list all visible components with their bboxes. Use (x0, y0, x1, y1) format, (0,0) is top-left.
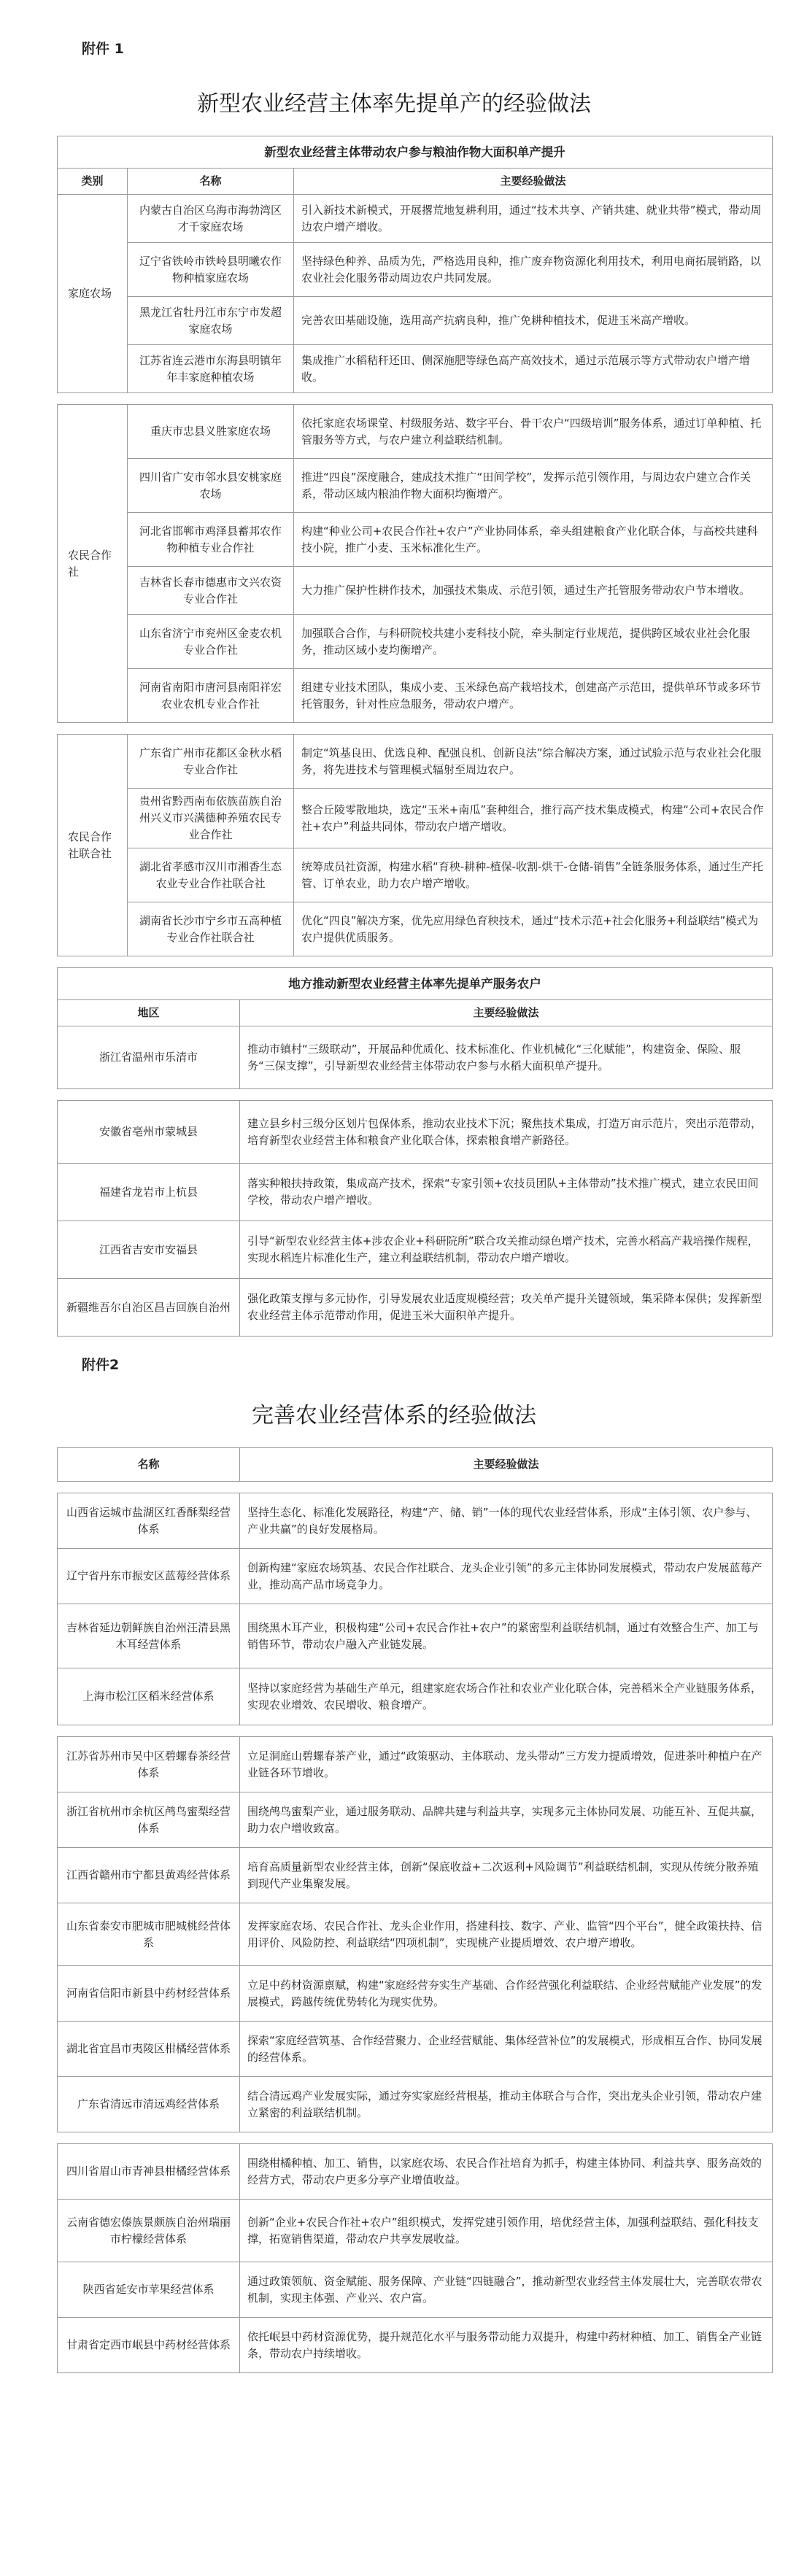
table-gap (58, 956, 773, 968)
table-row (58, 669, 773, 723)
section1-title-row (58, 136, 773, 169)
table-row (58, 459, 773, 513)
practice-cell: 优化“四良”解决方案，优先应用绿色育秧技术，通过“技术示范+社会化服务+利益联结”模式为农户提供优质服务。 (294, 902, 773, 956)
table-row (58, 2022, 773, 2077)
table-row (58, 1792, 773, 1848)
practice-cell: 统筹成员社资源，构建水稻“育秧-耕种-植保-收割-烘干-仓储-销售”全链条服务体系，通过生产托管、订单农业，助力农户增产增收。 (294, 848, 773, 902)
practice-cell: 坚持生态化、标准化发展路径，构建“产、储、销”一体的现代农业经营体系，形成“主体引领、农户参与、产业共赢”的良好发展格局。 (240, 1493, 773, 1549)
practice-cell: 依托家庭农场课堂、村级服务站、数字平台、骨干农户“四级培训”服务体系，通过订单种植、托管服务等方式，与农户建立利益联结机制。 (294, 405, 773, 459)
name-cell: 上海市松江区稻米经营体系 (58, 1668, 240, 1725)
table-row (58, 1221, 773, 1279)
annex1-title: 新型农业经营主体率先提单产的经验做法 (197, 91, 591, 117)
practice-cell: 推进“四良”深度融合，建成技术推广“田间学校”，发挥示范引领作用，与周边农户建立合作关系，带动区域内粮油作物大面积均衡增产。 (294, 459, 773, 513)
name-cell: 四川省广安市邻水县安桃家庭农场 (128, 459, 294, 513)
category-cell: 农民合作社联合社 (58, 735, 128, 956)
header-region: 地区 (58, 1000, 240, 1026)
name-cell: 山西省运城市盐湖区红香酥梨经营体系 (58, 1493, 240, 1549)
practice-cell: 建立县乡村三级分区划片包保体系，推动农业技术下沉；聚焦技术集成，打造万亩示范片，突出示范带动，培育新型农业经营主体和粮食产业化联合体，探索粮食增产新路径。 (240, 1101, 773, 1164)
table-row (58, 1966, 773, 2022)
name-cell: 内蒙古自治区乌海市海勃湾区才千家庭农场 (128, 195, 294, 243)
table-row (58, 513, 773, 567)
table-row (58, 2144, 773, 2200)
table-row (58, 2200, 773, 2262)
table-row (58, 1848, 773, 1903)
name-cell: 吉林省延边朝鲜族自治州汪清县黑木耳经营体系 (58, 1604, 240, 1668)
table-row (58, 195, 773, 243)
table-annex2 (57, 1447, 773, 2373)
table-row (58, 405, 773, 459)
section2-header-row (58, 1000, 773, 1026)
name-cell: 河南省信阳市新县中药材经营体系 (58, 1966, 240, 2022)
page (0, 39, 788, 2373)
category-cell: 农民合作社 (58, 405, 128, 723)
name-cell: 山东省济宁市兖州区金麦农机专业合作社 (128, 615, 294, 669)
practice-cell: 引入新技术新模式，开展撂荒地复耕利用，通过“技术共享、产销共建、就业共带”模式，带动周边农户增产增收。 (294, 195, 773, 243)
practice-cell: 通过政策领航、资金赋能、服务保障、产业链“四链融合”，推动新型农业经营主体发展壮大，完善联农带农机制，实现主体强、产业兴、农户富。 (240, 2262, 773, 2318)
name-cell: 黑龙江省牡丹江市东宁市发超家庭农场 (128, 297, 294, 345)
header-name: 名称 (128, 169, 294, 195)
table-gap (58, 2132, 773, 2144)
name-cell: 山东省泰安市肥城市肥城桃经营体系 (58, 1903, 240, 1966)
header-category: 类别 (58, 169, 128, 195)
practice-cell: 构建“种业公司+农民合作社+农户”产业协同体系，牵头组建粮食产业化联合体，与高校共建科技小院，推广小麦、玉米标准化生产。 (294, 513, 773, 567)
table-row (58, 735, 773, 789)
practice-cell: 围绕鸬鸟蜜梨产业，通过服务联动、品牌共建与利益共享，实现多元主体协同发展、功能互补、互促共赢，助力农户增收致富。 (240, 1792, 773, 1848)
practice-cell: 立足洞庭山碧螺春茶产业，通过“政策驱动、主体联动、龙头带动”三方发力提质增效，促进茶叶种植户在产业链各环节增收。 (240, 1737, 773, 1792)
table-row (58, 297, 773, 345)
header-practice: 主要经验做法 (294, 169, 773, 195)
table-row (58, 1737, 773, 1792)
name-cell: 重庆市忠县义胜家庭农场 (128, 405, 294, 459)
practice-cell: 结合清远鸡产业发展实际，通过夯实家庭经营根基，推动主体联合与合作，突出龙头企业引领，带动农户建立紧密的利益联结机制。 (240, 2077, 773, 2132)
practice-cell: 推动市镇村“三级联动”，开展品种优质化、技术标准化、作业机械化“三化赋能”，构建资金、保险、服务“三保支撑”，引导新型农业经营主体带动农户参与水稻大面积单产提升。 (240, 1026, 773, 1089)
table-row (58, 2262, 773, 2318)
region-cell: 江西省吉安市安福县 (58, 1221, 240, 1279)
practice-cell: 加强联合合作，与科研院校共建小麦科技小院，牵头制定行业规范，提供跨区域农业社会化服务，推动区域小麦均衡增产。 (294, 615, 773, 669)
region-cell: 新疆维吾尔自治区昌吉回族自治州 (58, 1279, 240, 1337)
name-cell: 江西省赣州市宁都县黄鸡经营体系 (58, 1848, 240, 1903)
table-section1 (57, 136, 773, 968)
name-cell: 浙江省杭州市余杭区鸬鸟蜜梨经营体系 (58, 1792, 240, 1848)
name-cell: 江苏省连云港市东海县明镇年年丰家庭种植农场 (128, 345, 294, 393)
practice-cell: 落实种粮扶持政策，集成高产技术，探索“专家引领+农技员团队+主体带动”技术推广模式，建立农民田间学校，带动农户增产增收。 (240, 1164, 773, 1221)
region-cell: 浙江省温州市乐清市 (58, 1026, 240, 1089)
section2-title-row (58, 968, 773, 1000)
practice-cell: 坚持绿色种养、品质为先，严格选用良种，推广废弃物资源化利用技术，利用电商拓展销路，以农业社会化服务带动周边农户共同发展。 (294, 243, 773, 297)
name-cell: 河北省邯郸市鸡泽县蓄邦农作物种植专业合作社 (128, 513, 294, 567)
table-row (58, 1604, 773, 1668)
header-practice: 主要经验做法 (240, 1000, 773, 1026)
name-cell: 辽宁省铁岭市铁岭县明曦农作物种植家庭农场 (128, 243, 294, 297)
practice-cell: 完善农田基础设施，选用高产抗病良种，推广免耕种植技术，促进玉米高产增收。 (294, 297, 773, 345)
table-row (58, 2077, 773, 2132)
region-cell: 福建省龙岩市上杭县 (58, 1164, 240, 1221)
name-cell: 吉林省长春市德惠市文兴农资专业合作社 (128, 567, 294, 615)
practice-cell: 制定“筑基良田、优选良种、配强良机、创新良法”综合解决方案，通过试验示范与农业社会化服务，将先进技术与管理模式辐射至周边农户。 (294, 735, 773, 789)
name-cell: 湖北省宜昌市夷陵区柑橘经营体系 (58, 2022, 240, 2077)
practice-cell: 创新构建“家庭农场筑基、农民合作社联合、龙头企业引领”的多元主体协同发展模式，带动农户发展蓝莓产业，推动高产品市场竞争力。 (240, 1549, 773, 1604)
practice-cell: 引导“新型农业经营主体+涉农企业+科研院所”联合攻关推动绿色增产技术，完善水稻高产栽培操作规程，实现水稻连片标准化生产，建立利益联结机制，带动农户增产增收。 (240, 1221, 773, 1279)
table-row (58, 2318, 773, 2373)
table-gap (58, 1482, 773, 1493)
section1-header-row (58, 169, 773, 195)
table-row (58, 902, 773, 956)
name-cell: 湖南省长沙市宁乡市五高种植专业合作社联合社 (128, 902, 294, 956)
table-row (58, 1903, 773, 1966)
table-row (58, 1026, 773, 1089)
name-cell: 甘肃省定西市岷县中药材经营体系 (58, 2318, 240, 2373)
practice-cell: 培育高质量新型农业经营主体，创新“保底收益+二次返利+风险调节”利益联结机制，实现从传统分散养殖到现代产业集聚发展。 (240, 1848, 773, 1903)
table-row (58, 615, 773, 669)
table-row (58, 1101, 773, 1164)
practice-cell: 立足中药材资源禀赋，构建“家庭经营夯实生产基础、合作经营强化利益联结、企业经营赋能产业发展”的发展模式，跨越传统优势转化为现实优势。 (240, 1966, 773, 2022)
practice-cell: 坚持以家庭经营为基础生产单元，组建家庭农场合作社和农业产业化联合体，完善稻米全产业链服务体系，实现农业增效、农民增收、粮食增产。 (240, 1668, 773, 1725)
section2-title: 地方推动新型农业经营主体率先提单产服务农户 (58, 968, 773, 1000)
region-cell: 安徽省亳州市蒙城县 (58, 1101, 240, 1164)
practice-cell: 依托岷县中药材资源优势，提升规范化水平与服务带动能力双提升，构建中药材种植、加工、销售全产业链条，带动农户持续增收。 (240, 2318, 773, 2373)
table-row (58, 567, 773, 615)
practice-cell: 围绕黑木耳产业，积极构建“公司+农民合作社+农户”的紧密型利益联结机制，通过有效整合生产、加工与销售环节，带动农户融入产业链发展。 (240, 1604, 773, 1668)
section1-title: 新型农业经营主体带动农户参与粮油作物大面积单产提升 (58, 136, 773, 169)
name-cell: 湖北省孝感市汉川市湘香生态农业专业合作社联合社 (128, 848, 294, 902)
name-cell: 贵州省黔西南布依族苗族自治州兴义市兴满德种养殖农民专业合作社 (128, 789, 294, 848)
table-gap (58, 393, 773, 405)
annex2-label: 附件2 (82, 1357, 120, 1373)
name-cell: 云南省德宏傣族景颇族自治州瑞丽市柠檬经营体系 (58, 2200, 240, 2262)
name-cell: 陕西省延安市苹果经营体系 (58, 2262, 240, 2318)
name-cell: 四川省眉山市青神县柑橘经营体系 (58, 2144, 240, 2200)
name-cell: 辽宁省丹东市振安区蓝莓经营体系 (58, 1549, 240, 1604)
practice-cell: 集成推广水稻秸秆还田、侧深施肥等绿色高产高效技术，通过示范展示等方式带动农户增产增收。 (294, 345, 773, 393)
header-name: 名称 (58, 1448, 240, 1482)
practice-cell: 创新“企业+农民合作社+农户”组织模式，发挥党建引领作用，培优经营主体，加强利益联结、强化科技支撑，拓宽销售渠道，带动农户共享发展收益。 (240, 2200, 773, 2262)
annex1-label: 附件 1 (82, 41, 124, 57)
name-cell: 江苏省苏州市吴中区碧螺春茶经营体系 (58, 1737, 240, 1792)
table-gap (58, 1725, 773, 1737)
practice-cell: 强化政策支撑与多元协作，引导发展农业适度规模经营；攻关单产提升关键领域，集采降本保供；发挥新型农业经营主体示范带动作用，促进玉米大面积单产提升。 (240, 1279, 773, 1337)
table-row (58, 848, 773, 902)
table-row (58, 243, 773, 297)
category-cell: 家庭农场 (58, 195, 128, 393)
table-row (58, 789, 773, 848)
header-practice: 主要经验做法 (240, 1448, 773, 1482)
practice-cell: 整合丘陵零散地块，选定“玉米+南瓜”套种组合，推行高产技术集成模式，构建“公司+农民合作社+农户”利益共同体，带动农户增产增收。 (294, 789, 773, 848)
table-gap (58, 1089, 773, 1101)
practice-cell: 围绕柑橘种植、加工、销售，以家庭农场、农民合作社培育为抓手，构建主体协同、利益共享、服务高效的经营方式，带动农户更多分享产业增值收益。 (240, 2144, 773, 2200)
annex2-header-row (58, 1448, 773, 1482)
practice-cell: 探索“家庭经营筑基、合作经营聚力、企业经营赋能、集体经营补位”的发展模式，形成相互合作、协同发展的经营体系。 (240, 2022, 773, 2077)
table-row (58, 1668, 773, 1725)
name-cell: 广东省广州市花都区金秋水稻专业合作社 (128, 735, 294, 789)
table-row (58, 1493, 773, 1549)
practice-cell: 发挥家庭农场、农民合作社、龙头企业作用，搭建科技、数字、产业、监管“四个平台”，健全政策扶持、信用评价、风险防控、利益联结“四项机制”，实现桃产业提质增效、农户增产增收。 (240, 1903, 773, 1966)
table-section2 (57, 967, 773, 1337)
table-row (58, 1279, 773, 1337)
name-cell: 广东省清远市清远鸡经营体系 (58, 2077, 240, 2132)
table-gap (58, 723, 773, 735)
annex2-title: 完善农业经营体系的经验做法 (252, 1403, 536, 1428)
practice-cell: 组建专业技术团队，集成小麦、玉米绿色高产栽培技术，创建高产示范田，提供单环节或多环节托管服务，针对性应急服务，带动农户增产。 (294, 669, 773, 723)
table-row (58, 1549, 773, 1604)
table-row (58, 1164, 773, 1221)
practice-cell: 大力推广保护性耕作技术，加强技术集成、示范引领，通过生产托管服务带动农户节本增收。 (294, 567, 773, 615)
table-row (58, 345, 773, 393)
name-cell: 河南省南阳市唐河县南阳祥宏农业农机专业合作社 (128, 669, 294, 723)
